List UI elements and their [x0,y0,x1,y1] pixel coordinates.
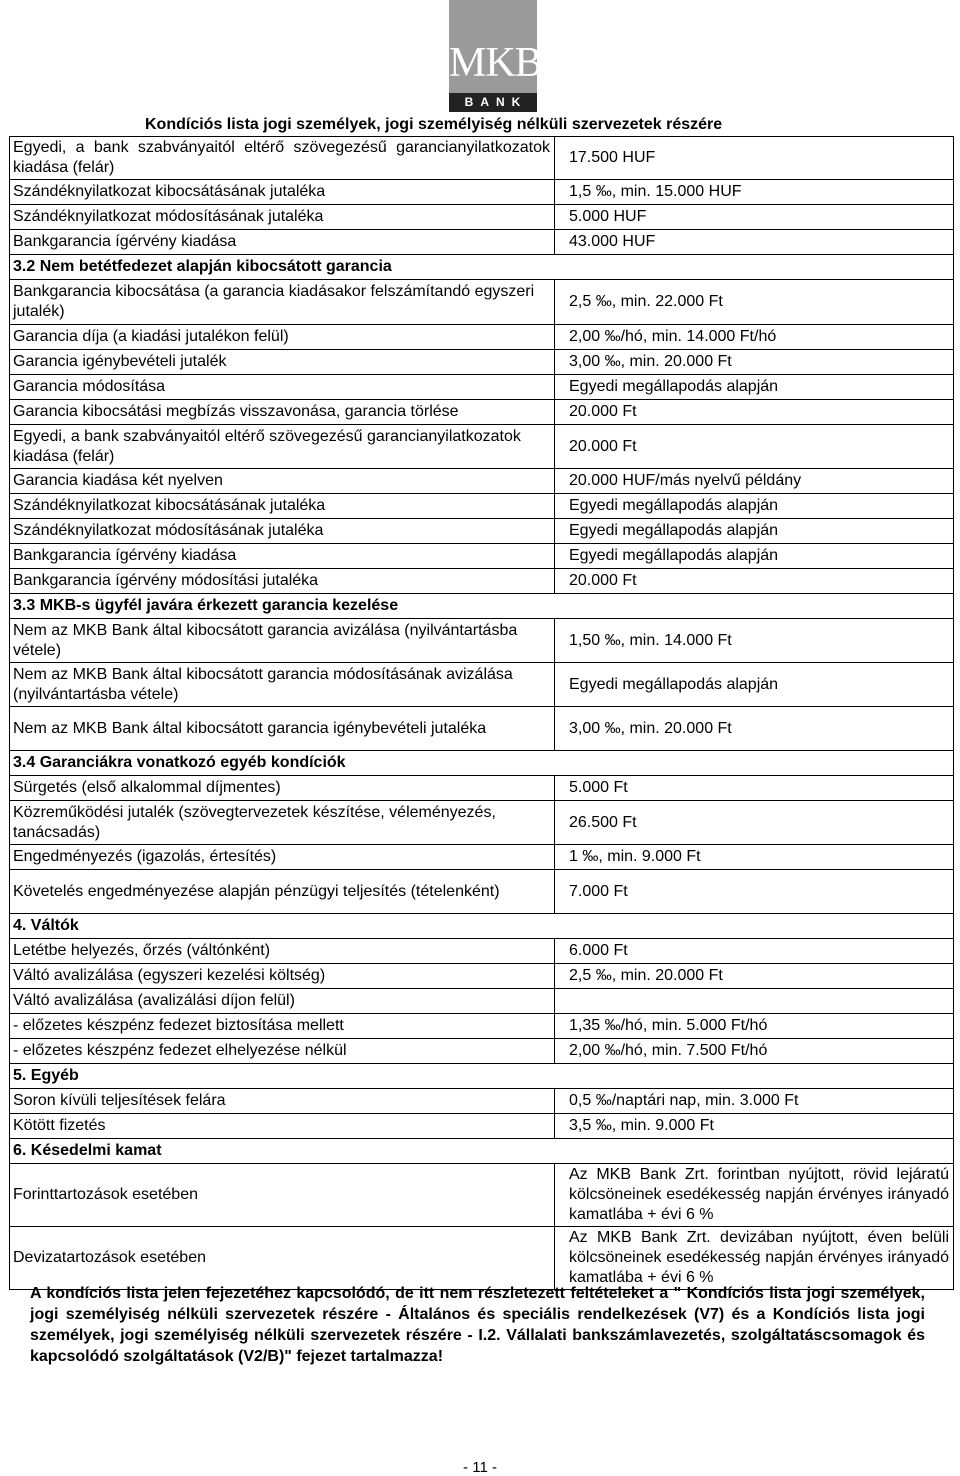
fee-label: Bankgarancia ígérvény kiadása [10,544,555,569]
fee-value: 5.000 HUF [555,205,954,230]
fee-label: Forinttartozások esetében [10,1164,555,1227]
fee-label: Bankgarancia kibocsátása (a garancia kiadásakor felszámítandó egyszeri jutalék) [10,280,555,325]
fee-value: 20.000 Ft [555,400,954,425]
fee-label: Bankgarancia ígérvény módosítási jutaléka [10,569,555,594]
fee-value: 7.000 Ft [555,870,954,914]
fee-label: Bankgarancia ígérvény kiadása [10,230,555,255]
table-row [10,469,954,494]
table-row [10,1089,954,1114]
table-row [10,400,954,425]
fee-value: Egyedi megállapodás alapján [555,494,954,519]
fee-value: 20.000 HUF/más nyelvű példány [555,469,954,494]
conditions-table [9,136,954,1290]
fee-value: 6.000 Ft [555,939,954,964]
fee-value: Egyedi megállapodás alapján [555,544,954,569]
section-heading-row [10,255,954,280]
fee-label: Közreműködési jutalék (szövegtervezetek készítése, véleményezés, tanácsadás) [10,801,555,845]
fee-value: 20.000 Ft [555,425,954,469]
fee-value: 1 ‰, min. 9.000 Ft [555,845,954,870]
fee-value: 0,5 ‰/naptári nap, min. 3.000 Ft [555,1089,954,1114]
table-row [10,375,954,400]
fee-value: 2,00 ‰/hó, min. 14.000 Ft/hó [555,325,954,350]
table-row [10,519,954,544]
section-heading-row [10,1139,954,1164]
fee-label: Egyedi, a bank szabványaitól eltérő szövegezésű garancianyilatkozatok kiadása (felár) [10,425,555,469]
fee-value: 3,00 ‰, min. 20.000 Ft [555,350,954,375]
footer-note: A kondíciós lista jelen fejezetéhez kapcsolódó, de itt nem részletezett feltételeket a " Kondíciós lista jogi személyek, jogi személyiség nélküli szervezetek részére - Általános és speciális rendelkezések (V7) és a Kondíciós lista jogi személyek, jogi személyiség nélküli szervezetek részére - I.2. Vállalati bankszámlavezetés, szolgáltatáscsomagok és kapcsolódó szolgáltatások (V2/B)" fejezet tartalmazza! [30,1285,925,1365]
section-heading-row [10,751,954,776]
table-row [10,1227,954,1290]
fee-value: 17.500 HUF [555,137,954,180]
fee-value: Az MKB Bank Zrt. forintban nyújtott, rövid lejáratú kölcsöneinek esedékesség napján érvényes irányadó kamatlába + évi 6 % [555,1164,954,1227]
fee-value: 1,5 ‰, min. 15.000 HUF [555,180,954,205]
fee-value: 3,5 ‰, min. 9.000 Ft [555,1114,954,1139]
fee-label: Sürgetés (első alkalommal díjmentes) [10,776,555,801]
fee-value [555,989,954,1014]
section-heading: 6. Késedelmi kamat [10,1139,954,1164]
section-heading-row [10,914,954,939]
table-row [10,619,954,663]
fee-label: - előzetes készpénz fedezet elhelyezése nélkül [10,1039,555,1064]
section-heading: 5. Egyéb [10,1064,954,1089]
logo-subtext: BANK [449,93,537,112]
fee-value: Egyedi megállapodás alapján [555,663,954,707]
section-heading: 3.3 MKB-s ügyfél javára érkezett garancia kezelése [10,594,954,619]
fee-label: Devizatartozások esetében [10,1227,555,1290]
fee-value: 1,35 ‰/hó, min. 5.000 Ft/hó [555,1014,954,1039]
fee-label: Szándéknyilatkozat kibocsátásának jutaléka [10,180,555,205]
fee-label: Nem az MKB Bank által kibocsátott garancia igénybevételi jutaléka [10,707,555,751]
fee-value: 2,5 ‰, min. 20.000 Ft [555,964,954,989]
fee-value: 2,5 ‰, min. 22.000 Ft [555,280,954,325]
fee-value: 1,50 ‰, min. 14.000 Ft [555,619,954,663]
fee-label: Garancia igénybevételi jutalék [10,350,555,375]
fee-label: Garancia kibocsátási megbízás visszavonása, garancia törlése [10,400,555,425]
fee-label: Szándéknyilatkozat módosításának jutaléka [10,519,555,544]
section-heading: 3.4 Garanciákra vonatkozó egyéb kondíciók [10,751,954,776]
table-row [10,280,954,325]
table-row [10,776,954,801]
fee-label: Váltó avalizálása (egyszeri kezelési költség) [10,964,555,989]
fee-label: Garancia módosítása [10,375,555,400]
section-heading-row [10,1064,954,1089]
table-row [10,544,954,569]
table-row [10,1014,954,1039]
mkb-bank-logo [449,0,542,112]
table-row [10,230,954,255]
table-row [10,350,954,375]
table-row [10,870,954,914]
fee-label: - előzetes készpénz fedezet biztosítása mellett [10,1014,555,1039]
fee-label: Engedményezés (igazolás, értesítés) [10,845,555,870]
table-row [10,569,954,594]
fee-value: 5.000 Ft [555,776,954,801]
fee-label: Váltó avalizálása (avalizálási díjon felül) [10,989,555,1014]
fee-label: Letétbe helyezés, őrzés (váltónként) [10,939,555,964]
table-row [10,989,954,1014]
fee-label: Soron kívüli teljesítések felára [10,1089,555,1114]
fee-value: 20.000 Ft [555,569,954,594]
page-number: - 11 - [463,1459,497,1476]
fee-value: Egyedi megállapodás alapján [555,375,954,400]
table-row [10,801,954,845]
section-heading: 3.2 Nem betétfedezet alapján kibocsátott garancia [10,255,954,280]
fee-label: Szándéknyilatkozat módosításának jutaléka [10,205,555,230]
fee-value: 2,00 ‰/hó, min. 7.500 Ft/hó [555,1039,954,1064]
section-heading: 4. Váltók [10,914,954,939]
table-row [10,1114,954,1139]
fee-value: 26.500 Ft [555,801,954,845]
table-row [10,939,954,964]
fee-label: Garancia kiadása két nyelven [10,469,555,494]
table-row [10,205,954,230]
table-row [10,707,954,751]
table-row [10,1164,954,1227]
table-row [10,964,954,989]
fee-label: Követelés engedményezése alapján pénzügyi teljesítés (tételenként) [10,870,555,914]
table-row [10,1039,954,1064]
logo-text: MKB [449,40,542,86]
fee-label: Nem az MKB Bank által kibocsátott garancia avizálása (nyilvántartásba vétele) [10,619,555,663]
fee-value: Egyedi megállapodás alapján [555,519,954,544]
table-row [10,845,954,870]
fee-value: 43.000 HUF [555,230,954,255]
document-title: Kondíciós lista jogi személyek, jogi személyiség nélküli szervezetek részére [145,116,723,133]
fee-label: Szándéknyilatkozat kibocsátásának jutaléka [10,494,555,519]
table-row [10,663,954,707]
table-row [10,325,954,350]
table-row [10,180,954,205]
fee-label: Nem az MKB Bank által kibocsátott garancia módosításának avizálása (nyilvántartásba vétele) [10,663,555,707]
fee-label: Kötött fizetés [10,1114,555,1139]
fee-value: 3,00 ‰, min. 20.000 Ft [555,707,954,751]
table-row [10,425,954,469]
fee-label: Egyedi, a bank szabványaitól eltérő szövegezésű garancianyilatkozatok kiadása (felár) [10,137,555,180]
fee-label: Garancia díja (a kiadási jutalékon felül) [10,325,555,350]
table-row [10,137,954,180]
table-row [10,494,954,519]
section-heading-row [10,594,954,619]
fee-value: Az MKB Bank Zrt. devizában nyújtott, éven belüli kölcsöneinek esedékesség napján érvényes irányadó kamatlába + évi 6 % [555,1227,954,1290]
